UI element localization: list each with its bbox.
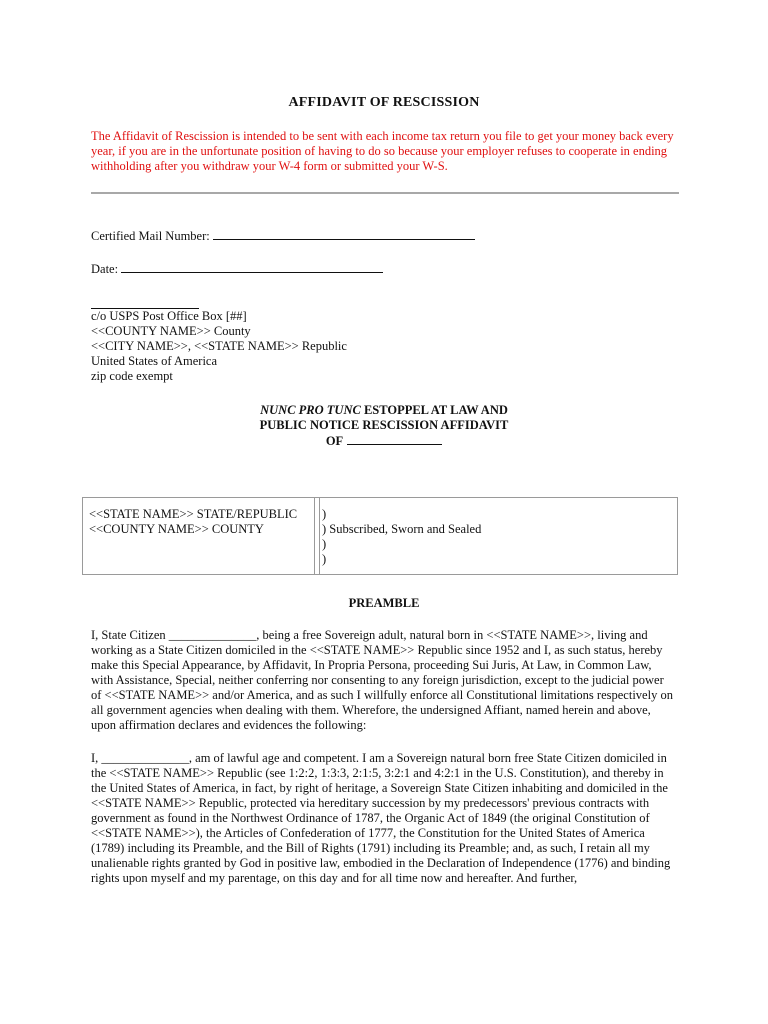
paragraph-line: with Assistance, Special, neither conferring nor consenting to any foreign jurisdiction, except to the judicial power [91, 673, 664, 687]
heading-line2: PUBLIC NOTICE RESCISSION AFFIDAVIT [259, 418, 509, 432]
paragraph-line: (1789) including its Preamble, and the Bill of Rights (1791) including its Preamble; and, as such, I retain all my [91, 841, 650, 855]
address-block [91, 294, 347, 384]
paragraph-line: all government agencies when dealing with them. Wherefore, the undersigned Affiant, named herein and above, [91, 703, 651, 717]
paragraph-line: upon affirmation declares and evidences the following: [91, 718, 367, 732]
paren-line: ) [322, 507, 327, 521]
intro-line: withholding after you withdraw your W-4 form or submitted your W-S. [91, 159, 448, 173]
venue-right-cell [319, 498, 677, 574]
address-line: zip code exempt [91, 369, 173, 383]
paragraph-line: make this Special Appearance, by Affidavit, In Propria Persona, proceeding Sui Juris, At Law, in Common Law, [91, 658, 652, 672]
venue-table [82, 497, 678, 575]
heading-italic: NUNC PRO TUNC [260, 403, 361, 417]
paragraph-line: I, ______________, am of lawful age and competent. I am a Sovereign natural born free State Citizen domiciled in [91, 751, 667, 765]
certified-mail-field [91, 228, 475, 244]
venue-left-cell [83, 498, 315, 574]
intro-line: year, if you are in the unfortunate position of having to do so because your employer refuses to cooperate in ending [91, 144, 668, 158]
subscribed-line: ) Subscribed, Sworn and Sealed [322, 522, 482, 536]
paragraph-line: <<STATE NAME>> Republic, protected via hereditary succession by my predecessors' previous contracts with [91, 796, 650, 810]
horizontal-rule [91, 192, 679, 194]
paragraph-line: rights upon myself and my parentage, on this day and for all time now and hereafter. And further, [91, 871, 578, 885]
name-blank[interactable] [91, 294, 199, 309]
paragraph-line: the <<STATE NAME>> Republic (see 1:2:2, 1:3:3, 2:1:5, 3:2:1 and 4:2:1 in the U.S. Constitution), and thereby in [91, 766, 664, 780]
intro-note [91, 129, 691, 174]
paren-line: ) [322, 537, 327, 551]
date-field [91, 261, 383, 277]
document-title: AFFIDAVIT OF RESCISSION [288, 95, 480, 110]
address-line: c/o USPS Post Office Box [##] [91, 309, 247, 323]
address-line: <<COUNTY NAME>> County [91, 324, 251, 338]
date-label: Date: [91, 262, 119, 276]
heading-rest: ESTOPPEL AT LAW AND [360, 403, 508, 417]
paragraph-line: of <<STATE NAME>> and/or America, and as such I willfully enforce all Constitutional limitations respectively on [91, 688, 673, 702]
paragraph-line: unalienable rights granted by God in positive law, embodied in the Declaration of Independence (1776) and binding [91, 856, 671, 870]
venue-state: <<STATE NAME>> STATE/REPUBLIC [89, 507, 298, 521]
of-blank[interactable] [347, 433, 442, 445]
preamble-paragraph-2 [91, 751, 687, 886]
address-line: United States of America [91, 354, 218, 368]
paragraph-line: I, State Citizen ______________, being a free Sovereign adult, natural born in <<STATE NAME>>, living and [91, 628, 648, 642]
certified-mail-label: Certified Mail Number: [91, 229, 210, 243]
paragraph-line: <<STATE NAME>>), the Articles of Confederation of 1777, the Constitution for the United States of America [91, 826, 645, 840]
intro-line: The Affidavit of Rescission is intended to be sent with each income tax return you file to get your money back every [91, 129, 674, 143]
paragraph-line: working as a State Citizen domiciled in the <<STATE NAME>> Republic since 1952 and I, as such status, hereby [91, 643, 663, 657]
paragraph-line: the United States of America, in fact, by right of heritage, a Sovereign State Citizen inhabiting and domiciled in the [91, 781, 668, 795]
affidavit-heading [0, 403, 768, 449]
preamble-heading: PREAMBLE [348, 596, 420, 610]
preamble-paragraph-1 [91, 628, 687, 733]
heading-of: OF [325, 434, 344, 448]
date-blank[interactable] [121, 261, 383, 273]
paren-line: ) [322, 552, 327, 566]
paragraph-line: government as found in the Northwest Ordinance of 1787, the Organic Act of 1849 (the original Constitution of [91, 811, 650, 825]
certified-mail-blank[interactable] [213, 228, 475, 240]
venue-county: <<COUNTY NAME>> COUNTY [89, 522, 264, 536]
address-line: <<CITY NAME>>, <<STATE NAME>> Republic [91, 339, 347, 353]
